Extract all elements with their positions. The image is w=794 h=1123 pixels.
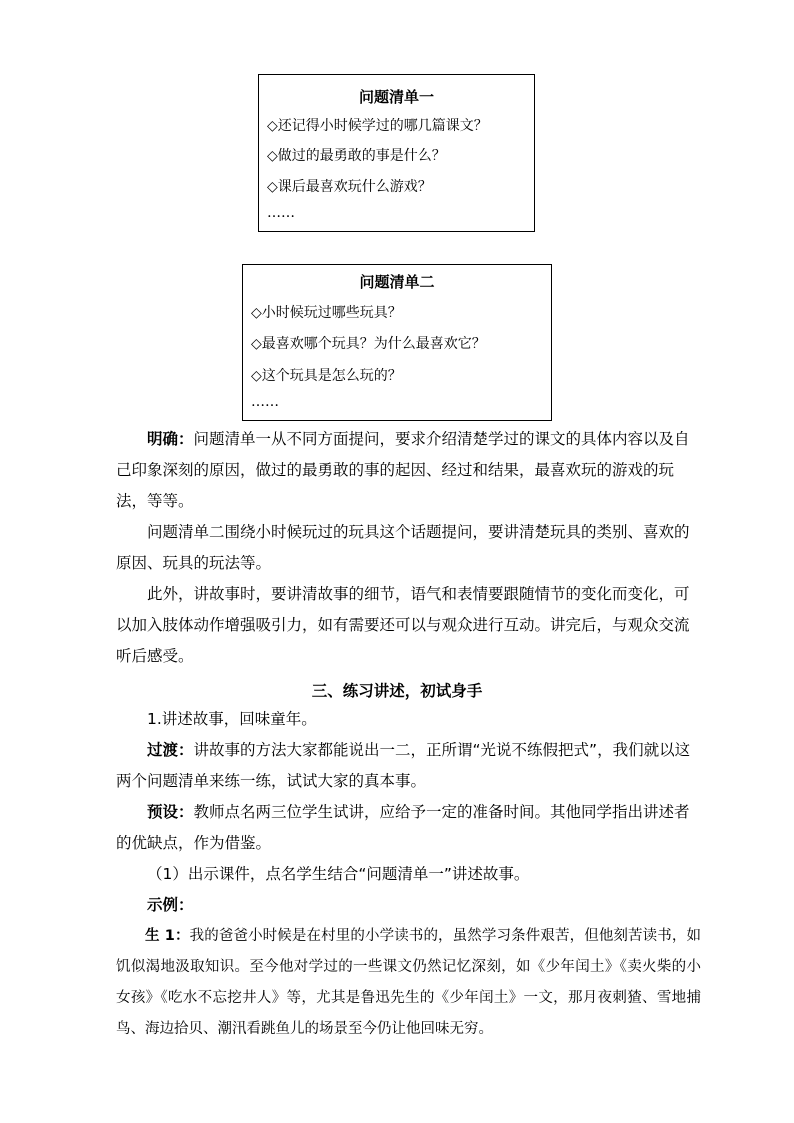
list-two-ellipsis: …… xyxy=(251,394,279,410)
text-clarify: 问题清单一从不同方面提问，要求介绍清楚学过的课文的具体内容以及自己印象深刻的原因，做过的最勇敢的事的起因、经过和结果，最喜欢玩的游戏的玩法，等等。 xyxy=(116,430,690,510)
text-student-1: 我的爸爸小时候是在村里的小学读书的，虽然学习条件艰苦，但他刻苦读书，如饥似渴地汲取知识。至今他对学过的一些课文仍然记忆深刻，如《少年闰土》《卖火柴的小女孩》《吃水不忘挖井人》等，尤其是鲁迅先生的《少年闰土》一文，那月夜刺猹、雪地捕鸟、海边拾贝、潮汛看跳鱼儿的场景至今仍让他回味无穷。 xyxy=(116,928,702,1037)
list-two-item-2: ◇最喜欢哪个玩具？为什么最喜欢它？ xyxy=(251,336,486,352)
label-preset: 预设： xyxy=(147,803,194,821)
paragraph-courseware: （1）出示课件，点名学生结合“问题清单一”讲述故事。 xyxy=(147,865,530,883)
text-preset: 教师点名两三位学生试讲，应给予一定的准备时间。其他同学指出讲述者的优缺点，作为借鉴。 xyxy=(116,803,690,852)
paragraph-clarify xyxy=(116,424,701,517)
label-clarify: 明确： xyxy=(147,430,194,448)
text-transition: 讲故事的方法大家都能说出一二，正所谓“光说不练假把式”，我们就以这两个问题清单来练一练，试试大家的真本事。 xyxy=(116,741,691,790)
question-list-two xyxy=(242,264,552,421)
list-two-item-3: ◇这个玩具是怎么玩的？ xyxy=(251,368,402,384)
paragraph-step-1: 1.讲述故事，回味童年。 xyxy=(147,710,317,728)
list-one-item-2: ◇做过的最勇敢的事是什么？ xyxy=(267,148,446,164)
label-student-1: 生 1： xyxy=(145,928,190,944)
paragraph-transition xyxy=(116,735,701,797)
section-heading: 三、练习讲述，初试身手 xyxy=(311,682,483,700)
question-list-one xyxy=(258,74,535,232)
label-transition: 过渡： xyxy=(147,741,194,759)
paragraph-list-two-note: 问题清单二围绕小时候玩过的玩具这个话题提问，要讲清楚玩具的类别、喜欢的原因、玩具的玩法等。 xyxy=(116,523,690,572)
list-two-item-1: ◇小时候玩过哪些玩具？ xyxy=(251,305,402,321)
list-one-item-1: ◇还记得小时候学过的哪几篇课文？ xyxy=(267,118,488,134)
list-one-ellipsis: …… xyxy=(267,205,295,221)
paragraph-storytelling-tips: 此外，讲故事时，要讲清故事的细节，语气和表情要跟随情节的变化而变化，可以加入肢体动作增强吸引力，如有需要还可以与观众进行互动。讲完后，与观众交流听后感受。 xyxy=(116,585,690,665)
list-two-title: 问题清单二 xyxy=(359,273,435,291)
label-example: 示例： xyxy=(147,896,194,914)
paragraph-example-label xyxy=(116,890,701,921)
paragraph-student-1 xyxy=(116,921,701,1045)
paragraph-preset xyxy=(116,797,701,859)
list-one-item-3: ◇课后最喜欢玩什么游戏？ xyxy=(267,179,432,195)
list-one-title: 问题清单一 xyxy=(358,88,434,106)
